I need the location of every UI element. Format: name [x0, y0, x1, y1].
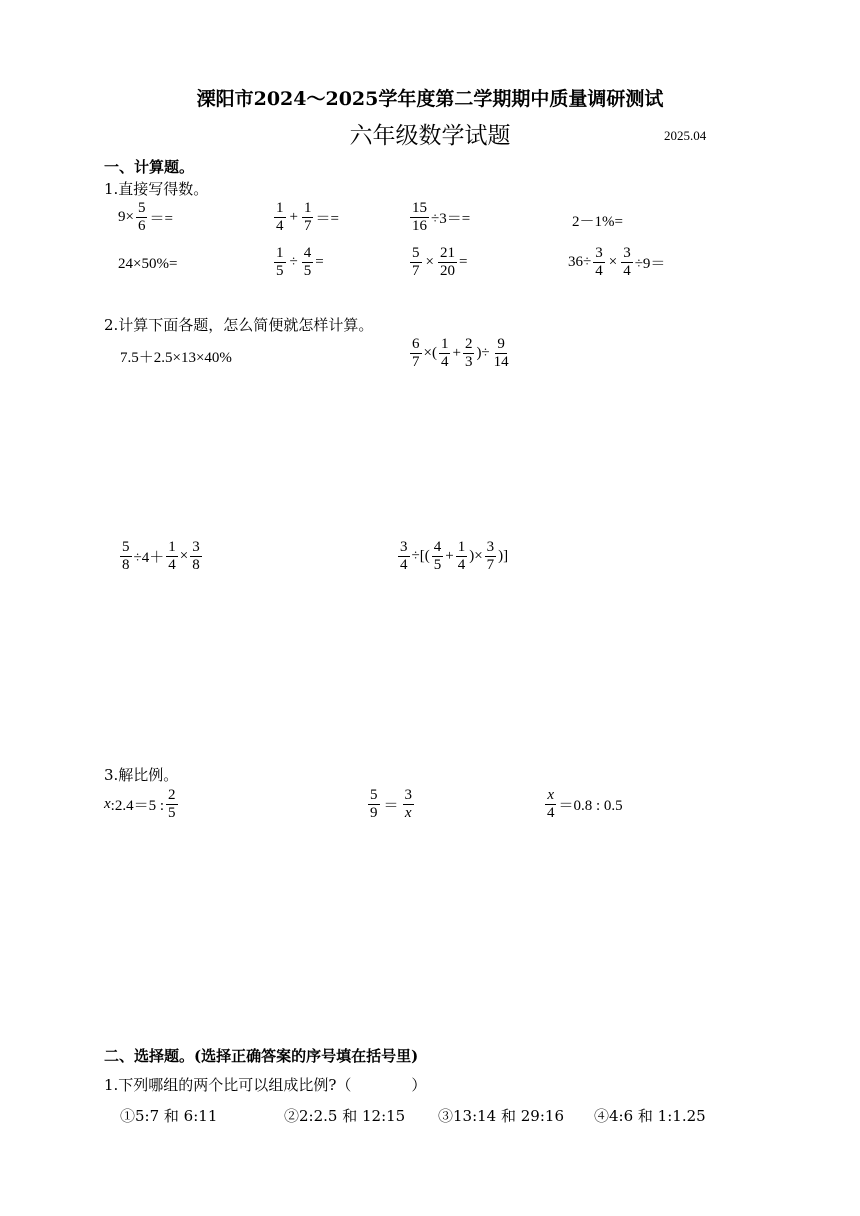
proportion-2: $\frac{5}{9}$ ＝ $\frac{3}{x}$	[370, 787, 413, 821]
choice-option-4: ④4:6 和 1:1.25	[594, 1107, 706, 1125]
choice-option-2: ②2:2.5 和 12:15	[284, 1107, 406, 1125]
calc-expr-3: $\frac{5}{8}$ ÷4＋ $\frac{1}{4}$ × $\frac{3}{8}$	[122, 539, 200, 573]
mental-math-1: 9× $\frac{5}{6}$ ＝=	[118, 200, 173, 234]
q3-title: 3.解比例。	[104, 766, 179, 784]
mental-math-3: $\frac{15}{16}$ ÷3＝=	[412, 200, 471, 234]
mental-math-4: 2－1%=	[572, 214, 623, 230]
choice-q1-stem: 1.下列哪组的两个比可以组成比例?（ ）	[104, 1076, 427, 1094]
q1-title: 1.直接写得数。	[104, 180, 209, 198]
exam-title: 溧阳市2024～2025学年度第二学期期中质量调研测试	[196, 88, 664, 110]
mental-math-2: $\frac{1}{4}$ + $\frac{1}{7}$ ＝=	[276, 200, 339, 234]
calc-expr-1: 7.5＋2.5×13×40%	[120, 350, 232, 366]
section-2-title: 二、选择题。(选择正确答案的序号填在括号里)	[104, 1047, 419, 1065]
calc-expr-2: $\frac{6}{7}$ ×( $\frac{1}{4}$ + $\frac{2}{3}$ )÷ $\frac{9}{14}$	[412, 336, 509, 370]
mental-math-6: $\frac{1}{5}$ ÷ $\frac{4}{5}$ =	[276, 245, 324, 279]
mental-math-7: $\frac{5}{7}$ × $\frac{21}{20}$ =	[412, 245, 468, 279]
q2-title: 2.计算下面各题，怎么简便就怎样计算。	[104, 316, 374, 334]
choice-option-3: ③13:14 和 29:16	[438, 1107, 564, 1125]
mental-math-5: 24×50%=	[118, 256, 178, 272]
exam-date: 2025.04	[664, 128, 707, 143]
exam-subtitle: 六年级数学试题	[349, 123, 511, 149]
mental-math-8: 36÷ $\frac{3}{4}$ × $\frac{3}{4}$ ÷9＝	[568, 245, 666, 279]
section-1-title: 一、计算题。	[104, 158, 195, 176]
proportion-3: $\frac{x}{4}$ ＝0.8 : 0.5	[547, 787, 623, 821]
proportion-1: x :2.4＝5 : $\frac{2}{5}$	[104, 787, 176, 821]
calc-expr-4: $\frac{3}{4}$ ÷[( $\frac{4}{5}$ + $\frac{1}{4}$ )× $\frac{3}{7}$ )]	[400, 539, 509, 573]
choice-option-1: ①5:7 和 6:11	[120, 1107, 218, 1125]
